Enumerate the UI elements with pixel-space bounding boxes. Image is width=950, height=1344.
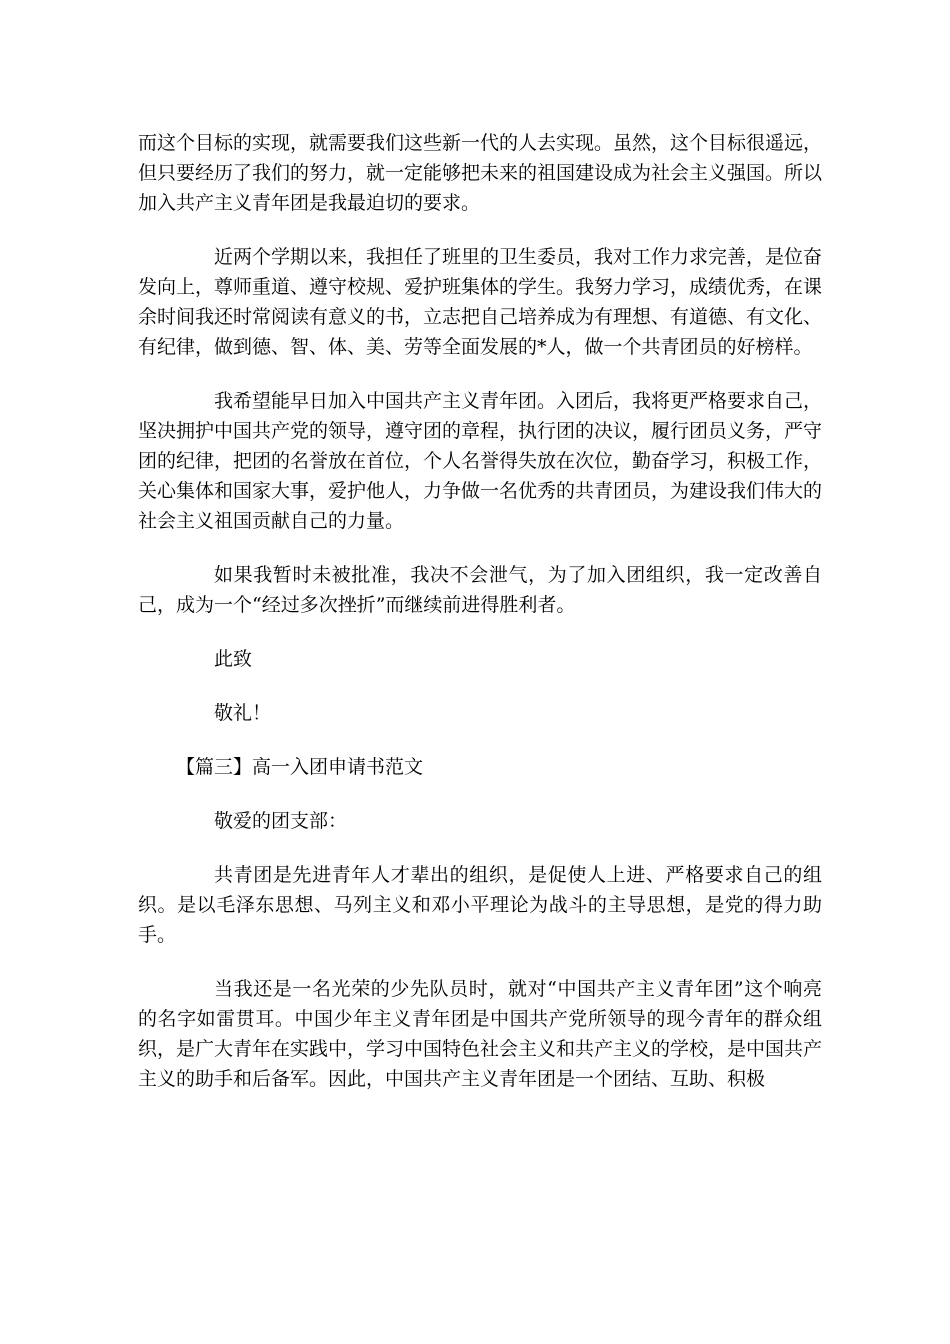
paragraph-league-intro: 共青团是先进青年人才辈出的组织，是促使人上进、严格要求自己的组织。是以毛泽东思想、马列主义和邓小平理论为战斗的主导思想，是党的得力助手。 bbox=[138, 864, 822, 946]
paragraph-hygiene-committee: 近两个学期以来，我担任了班里的卫生委员，我对工作力求完善，是位奋发向上，尊师重道、遵守校规、爱护班集体的学生。我努力学习，成绩优秀，在课余时间我还时常阅读有意义的书，立志把自己培养成为有理想、有道德、有文化、有纪律，做到德、智、体、美、劳等全面发展的*人，做一个共青团员的好榜样。 bbox=[138, 246, 823, 358]
paragraph-if-not-approved: 如果我暂时未被批准，我决不会泄气，为了加入团组织，我一定改善自己，成为一个“经过多次挫折”而继续前进得胜利者。 bbox=[138, 564, 822, 616]
closing-jingli: 敬礼！ bbox=[214, 702, 272, 724]
salutation: 敬爱的团支部： bbox=[214, 810, 348, 832]
paragraph-young-pioneer: 当我还是一名光荣的少先队员时，就对“中国共产主义青年团”这个响亮的名字如雷贯耳。中国少年主义青年团是中国共产党所领导的现今青年的群众组织，是广大青年在实践中，学习中国特色社会主义和共产主义的学校，是中国共产主义的助手和后备军。因此，中国共产主义青年团是一个团结、互助、积极 bbox=[138, 978, 823, 1090]
paragraph-join-league: 我希望能早日加入中国共产主义青年团。入团后，我将更严格要求自己，坚决拥护中国共产党的领导，遵守团的章程，执行团的决议，履行团员义务，严守团的纪律，把团的名誉放在首位，个人名誉得失放在次位，勤奋学习，积极工作，关心集体和国家大事，爱护他人，力争做一名优秀的共青团员，为建设我们伟大的社会主义祖国贡献自己的力量。 bbox=[138, 390, 823, 532]
section-heading: 【篇三】高一入团申请书范文 bbox=[176, 756, 424, 778]
closing-cizhi: 此致 bbox=[214, 648, 253, 670]
document-body bbox=[138, 128, 822, 1118]
paragraph-goal: 而这个目标的实现，就需要我们这些新一代的人去实现。虽然，这个目标很遥远，但只要经历了我们的努力，就一定能够把未来的祖国建设成为社会主义强国。所以加入共产主义青年团是我最迫切的要求。 bbox=[138, 132, 823, 214]
